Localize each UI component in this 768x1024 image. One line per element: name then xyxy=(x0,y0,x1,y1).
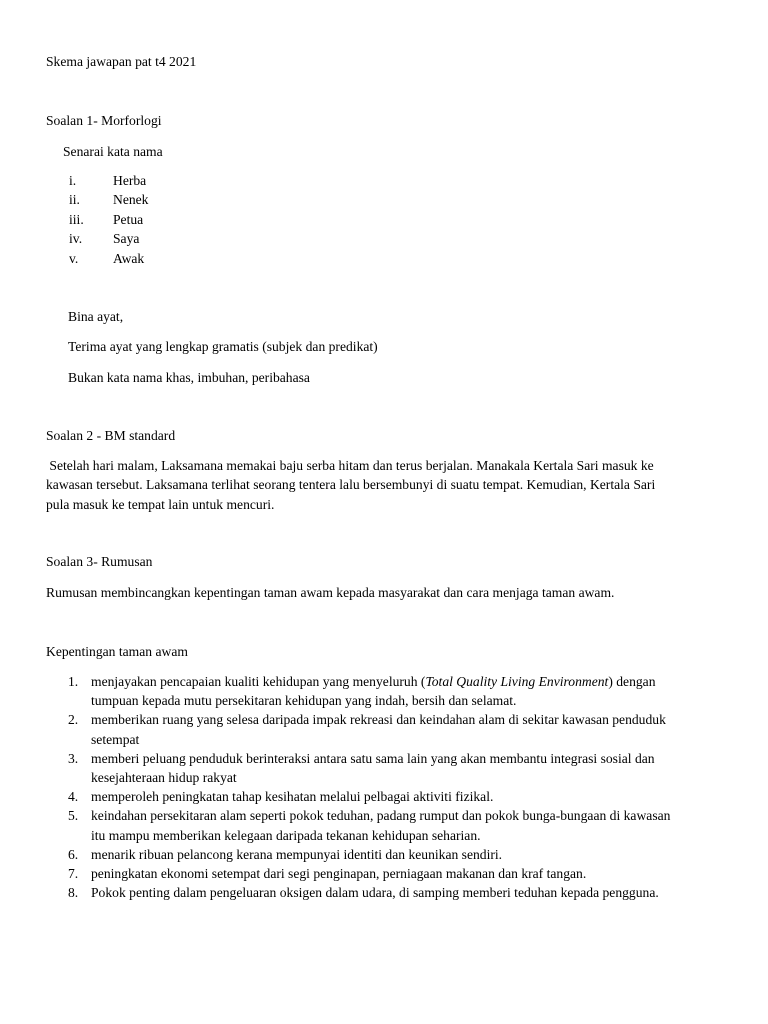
paragraph-line: pula masuk ke tempat lain untuk mencuri. xyxy=(46,496,275,512)
list-line: kesejahteraan hidup rakyat xyxy=(91,770,237,786)
list-line: Pokok penting dalam pengeluaran oksigen dalam udara, di samping memberi teduhan kepada pengguna. xyxy=(91,885,659,901)
list-word: Awak xyxy=(113,250,145,266)
list-number: v. xyxy=(69,250,79,266)
soalan1-note: Bukan kata nama khas, imbuhan, peribahasa xyxy=(68,370,310,385)
list-number: iv. xyxy=(69,231,83,247)
list-word: Nenek xyxy=(113,192,149,208)
list-number: 6. xyxy=(68,846,79,862)
soalan3-heading: Soalan 3- Rumusan xyxy=(46,554,153,569)
paragraph-line: Setelah hari malam, Laksamana memakai baju serba hitam dan terus berjalan. Manakala Kertala Sari masuk ke xyxy=(46,458,654,473)
list-line: setempat xyxy=(91,731,140,747)
list-number: iii. xyxy=(69,211,84,227)
list-number: 8. xyxy=(68,885,79,901)
list-line: memberi peluang penduduk berinteraksi antara satu sama lain yang akan membantu integrasi sosial dan xyxy=(91,750,655,766)
list-text: ) dengan xyxy=(608,674,656,689)
soalan2-paragraph xyxy=(46,456,736,514)
list-item xyxy=(60,787,750,806)
paragraph-line: kawasan tersebut. Laksamana terlihat seorang tentera lalu bersembunyi di suatu tempat. Kemudian, Kertala Sari xyxy=(46,477,656,493)
list-item xyxy=(60,864,750,883)
list-number: 1. xyxy=(68,674,79,689)
list-italic-text: Total Quality Living Environment xyxy=(425,674,609,689)
list-item xyxy=(60,845,750,864)
list-item xyxy=(60,672,750,710)
soalan3-text: Rumusan membincangkan kepentingan taman awam kepada masyarakat dan cara menjaga taman awam. xyxy=(46,585,615,600)
list-word: Herba xyxy=(113,173,147,188)
list-item xyxy=(60,806,750,844)
list-item xyxy=(60,749,750,787)
soalan1-subheading: Senarai kata nama xyxy=(63,144,163,159)
list-number: 5. xyxy=(68,808,79,824)
list-word: Petua xyxy=(113,211,144,227)
soalan1-note: Bina ayat, xyxy=(68,309,124,324)
list-line: tumpuan kepada mutu persekitaran kehidupan yang indah, bersih dan selamat. xyxy=(91,693,517,709)
list-line: menarik ribuan pelancong kerana mempunyai identiti dan keunikan sendiri. xyxy=(91,846,503,862)
list-line: memperoleh peningkatan tahap kesihatan melalui pelbagai aktiviti fizikal. xyxy=(91,789,494,805)
list-number: i. xyxy=(69,173,77,188)
list-number: 2. xyxy=(68,712,79,728)
soalan1-note: Terima ayat yang lengkap gramatis (subjek dan predikat) xyxy=(68,339,378,354)
list-line: memberikan ruang yang selesa daripada impak rekreasi dan keindahan alam di sekitar kawasan penduduk xyxy=(91,712,666,728)
list-item xyxy=(60,710,750,748)
kepentingan-heading: Kepentingan taman awam xyxy=(46,644,188,659)
list-line: itu mampu memberikan kelegaan daripada tekanan kehidupan seharian. xyxy=(91,827,481,843)
list-line: keindahan persekitaran alam seperti pokok teduhan, padang rumput dan pokok bunga-bungaan di kawasan xyxy=(91,808,671,824)
list-number: ii. xyxy=(69,192,80,208)
list-line xyxy=(91,672,750,691)
list-word: Saya xyxy=(113,231,140,247)
list-item xyxy=(60,883,750,902)
list-text: menjayakan pencapaian kualiti kehidupan yang menyeluruh ( xyxy=(91,674,426,689)
soalan2-heading: Soalan 2 - BM standard xyxy=(46,428,176,443)
kepentingan-list xyxy=(60,672,750,902)
list-number: 7. xyxy=(68,866,79,882)
list-line: peningkatan ekonomi setempat dari segi penginapan, perniagaan makanan dan kraf tangan. xyxy=(91,866,587,882)
document-title: Skema jawapan pat t4 2021 xyxy=(46,54,197,69)
list-number: 3. xyxy=(68,750,79,766)
list-number: 4. xyxy=(68,789,79,805)
soalan1-heading: Soalan 1- Morforlogi xyxy=(46,113,162,128)
